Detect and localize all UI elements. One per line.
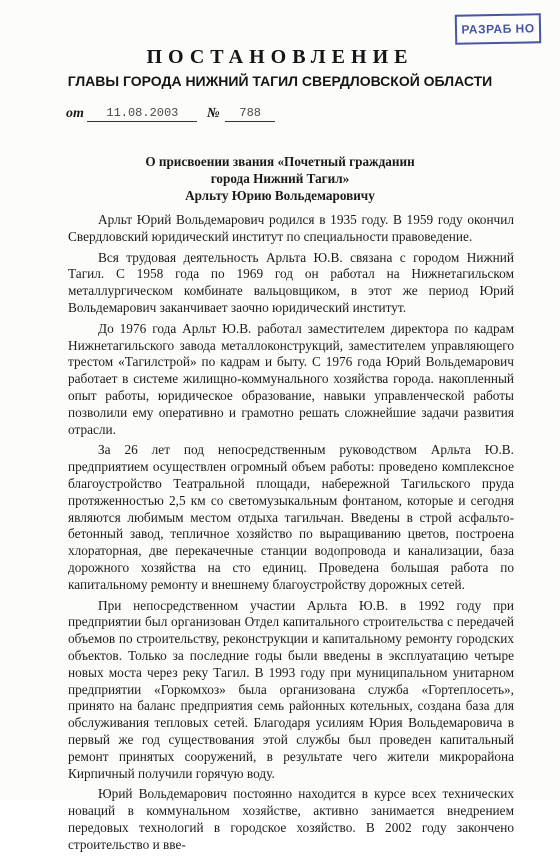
paragraph: Арльт Юрий Вольдемарович родился в 1935 году. В 1959 году окончил Свердловский юридический институт по специальности правоведение. [68,212,514,244]
number-value: 788 [225,106,275,122]
paragraph: За 26 лет под непосредственным руководством Арльта Ю.В. предприятием осуществлен огромный объем работы: проведено комплексное благоустройство Театральной площади, набережной Тагильского пруда протяженностью 2,5 км со светомузыкальным фонтаном, которые и сегодня являются любимым местом отдыха тагильчан. Введены в строй асфальто-бетонный завод, тепличное хозяйство по выращиванию цветов, построена хлораторная, две перекачечные станции водопровода и канализации, база дорожного хозяйства на сто единиц. Проведена большая работа по капитальному ремонту и внешнему благоустройству дорожных сетей. [68,442,514,592]
paragraph: При непосредственном участии Арльта Ю.В. в 1992 году при предприятии был организован Отдел капитального строительства с передачей объемов по строительству, реконструкции и капитальному ремонту городских объектов. Только за последние годы были введены в эксплуатацию четыре новых моста через реку Тагил. В 1993 году при муниципальном унитарном предприятии «Горкомхоз» была организована служба «Гортеплосеть», принято на баланс предприятия семь районных котельных, создана база для обслуживания тепловых сетей. Благодаря усилиям Юрия Вольдемаровича в первый же год существования этой службы был проведен капитальный ремонт принятых сооружений, в результате чего жители микрорайона Кирпичный получили горячую воду. [68,597,514,781]
decree-title-line-1: О присвоении звания «Почетный гражданин [145,154,415,169]
decree-title [0,153,560,204]
body-text [68,212,514,857]
stamp-text: РАЗРАБ НО [461,21,535,37]
dateline [66,106,275,124]
decree-title-line-3: Арльту Юрию Вольдемаровичу [185,188,375,203]
paragraph: Юрий Вольдемарович постоянно находится в курсе всех технических новаций в коммунальном хозяйстве, активно занимается внедрением передовых технологий в городское хозяйство. В 2002 году закончено строительство и вве- [68,786,514,852]
document-title: ПОСТАНОВЛЕНИЕ [146,46,414,68]
paragraph: Вся трудовая деятельность Арльта Ю.В. связана с городом Нижний Тагил. С 1958 года по 1969 год он работал на Нижнетагильском металлургическом комбинате вальцовщиком, в этот же период Юрий Вольдемарович заканчивает заочно юридический институт. [68,249,514,315]
date-label: от [66,106,84,121]
number-label: № [206,106,220,121]
document-subtitle: ГЛАВЫ ГОРОДА НИЖНИЙ ТАГИЛ СВЕРДЛОВСКОЙ ОБЛАСТИ [67,73,493,89]
paragraph: До 1976 года Арльт Ю.В. работал заместителем директора по кадрам Нижнетагильского завода металлоконструкций, заместителем управляющего трестом «Тагилстрой» по кадрам и быту. С 1976 года Юрий Вольдемарович работает в системе жилищно-коммунального хозяйства города. накопленный опыт работы, юридическое образование, навыки управленческой работы позволили ему оперативно и грамотно решать сложнейшие задачи развития отрасли. [68,320,514,437]
date-value: 11.08.2003 [87,106,197,122]
decree-title-line-2: города Нижний Тагил» [210,171,350,186]
approval-stamp [455,13,542,44]
